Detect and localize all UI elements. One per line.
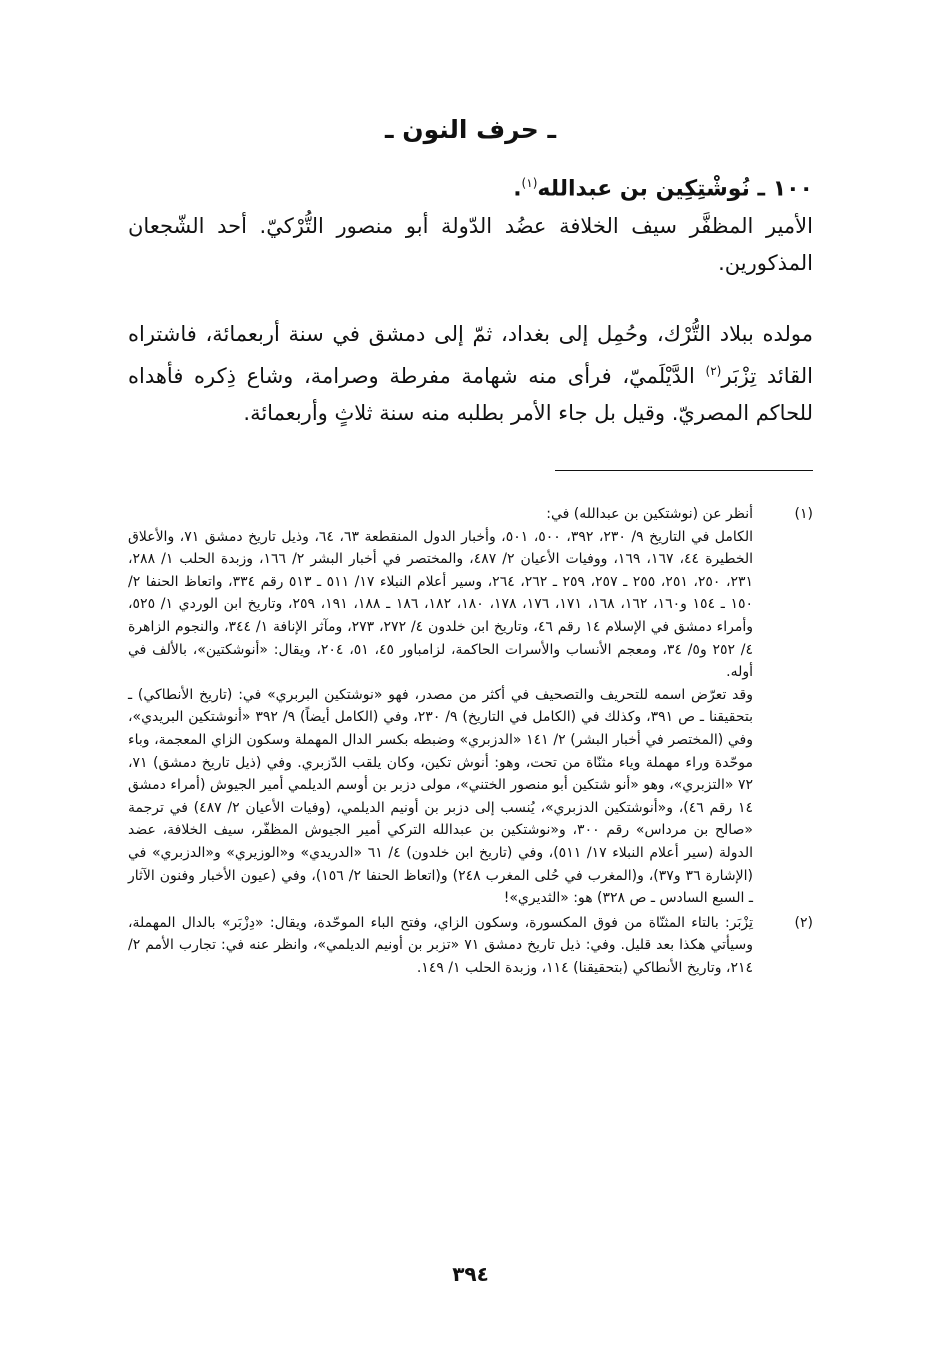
footnote-ref-2[interactable]: (٢) <box>705 364 722 378</box>
footnote-2 <box>128 912 813 980</box>
entry-number: ١٠٠ ـ <box>757 176 813 202</box>
entry-heading-end: . <box>513 176 522 202</box>
footnote-1 <box>128 503 813 910</box>
page-number: ٣٩٤ <box>452 1262 489 1286</box>
footnote-2-text: تِزْبَر: بالتاء المثنّاة من فوق المكسورة، وسكون الزاي، وفتح الباء الموحّدة، ويقال: «دِزْبَر» بالدال المهملة، وسيأتي هكذا بعد قليل. وفي: ذيل تاريخ دمشق ٧١ «تزبر بن أونيم الديلمي»، وانظر عنه في: تجارب الأمم ٢/ ٢١٤، وتاريخ الأنطاكي (بتحقيقنا) ١١٤، وزبدة الحلب ١/ ١٤٩. <box>128 914 753 976</box>
footnote-1-sources: الكامل في التاريخ ٩/ ٢٣٠، ٣٩٢، ٥٠٠، ٥٠١، وأخبار الدول المنقطعة ٦٣، ٦٤، وذيل تاريخ دمشق ٧١، والأعلاق الخطيرة ٤٤، ١٦٧، ١٦٩، ووفيات الأعيان ٢/ ٤٨٧، والمختصر في أخبار البشر ٢/ ١٦٦، وزبدة الحلب ١/ ٢٨٨، ٢٣١، ٢٥٠، ٢٥١، ٢٥٥ ـ ٢٥٧، ٢٥٩ ـ ٢٦٢، ٢٦٤، وسير أعلام النبلاء ١٧/ ٥١١ ـ ٥١٣ رقم ٣٣٤، واتعاظ الحنفا ٢/ ١٥٠ ـ ١٥٤ و١٦٠، ١٦٢، ١٦٨، ١٧١، ١٧٦، ١٧٨، ١٨٠، ١٨٢، ١٨٦ ـ ١٨٨، ١٩١، ٢٥٩، وتاريخ ابن الوردي ١/ ٥٢٥، وأمراء دمشق في الإسلام ١٤ رقم ٤٦، وتاريخ ابن خلدون ٤/ ٢٧٢، ٢٧٣، ومآثر الإنافة ١/ ٣٤٤، والنجوم الزاهرة ٤/ ٢٥٢ و٥/ ٣٤، ومعجم الأنساب والأسرات الحاكمة، لزامباور ٤٥، ٥١، ٢٠٤، ويقال: «أنوشكتين»، بالألف في أوله. <box>128 528 754 681</box>
biography-paragraph-2-part2: الدَّيْلَميّ، فرأى منه شهامة مفرطة وصرامة، وشاع ذِكره فأهداه للحاكم المصريّ. وقيل بل جاء الأمر بطلبه منه سنة ثلاثٍ وأربعمائة. <box>128 364 813 425</box>
footnote-divider <box>555 470 813 471</box>
footnote-marker: (٢) <box>794 914 813 931</box>
entry-heading <box>113 166 813 206</box>
chapter-title: ـ حرف النون ـ <box>385 115 556 144</box>
biography-paragraph-1: الأمير المظفَّر سيف الخلافة عضُد الدّولة أبو منصور التُّرْكيّ. أحد الشّجعان المذكورين. <box>128 214 813 275</box>
footnotes-section <box>128 503 813 979</box>
footnote-ref-1[interactable]: (١) <box>521 176 538 190</box>
biography-paragraph-2 <box>128 316 813 432</box>
footnote-1-intro: أنظر عن (نوشتكين بن عبدالله) في: <box>546 506 753 522</box>
biography-paragraph-2-part1: مولده ببلاد التُّرْك، وحُمِل إلى بغداد، ثمّ إلى دمشق في سنة أربعمائة، فاشتراه القائد تِزْبَر <box>128 322 813 388</box>
footnote-1-variants: وقد تعرّض اسمه للتحريف والتصحيف في أكثر من مصدر، فهو «نوشتكين البربري» في: (تاريخ الأنطاكي) ـ بتحقيقنا ـ ص ٣٩١، وكذلك في (الكامل في التاريخ) ٩/ ٢٣٠، وفي (الكامل أيضاً) ٩/ ٣٩٢ «أنوشتكين البريدي»، وفي (المختصر في أخبار البشر) ٢/ ١٤١ «الدزبري» وضبطه بكسر الدال المهملة وسكون الزاي المعجمة، وباء موحّدة وراء مهملة وياء مثنّاة من تحت، وهو: أنوش تكين، وكان يلقب الدّزبري. وفي (ذيل تاريخ دمشق) ٧١، ٧٢ «التزبري»، وهو «أنو شتكين أبو منصور الختني»، مولى دزبر بن أوسم الديلمي أمير الجيوش (أمراء دمشق ١٤ رقم ٤٦)، و«أنوشتكين الدزبري»، يُنسب إلى دزبر بن أونيم الديلمي، (وفيات الأعيان ٢/ ٤٨٧) في ترجمة «صالح بن مرداس» رقم ٣٠٠، و«نوشتكين بن عبدالله التركي أمير الجيوش المظفّر، سيف الخلافة، عضد الدولة (سير أعلام النبلاء ١٧/ ٥١١)، وفي (تاريخ ابن خلدون) ٤/ ٦١ «الدريدي» و«الوزيري» و«الدزبري» في (الإشارة ٣٦ و٣٧)، و(المغرب في حُلى المغرب ٢٤٨) و(اتعاظ الحنفا ٢/ ١٥٦)، وفي (عيون الأخبار وفنون الآثار ـ السبع السادس ـ ص ٣٢٨) هو: «الثديري»! <box>128 686 754 907</box>
footnote-marker: (١) <box>794 506 813 522</box>
entry-name: نُوشْتِكِين بن عبدالله <box>537 176 750 202</box>
